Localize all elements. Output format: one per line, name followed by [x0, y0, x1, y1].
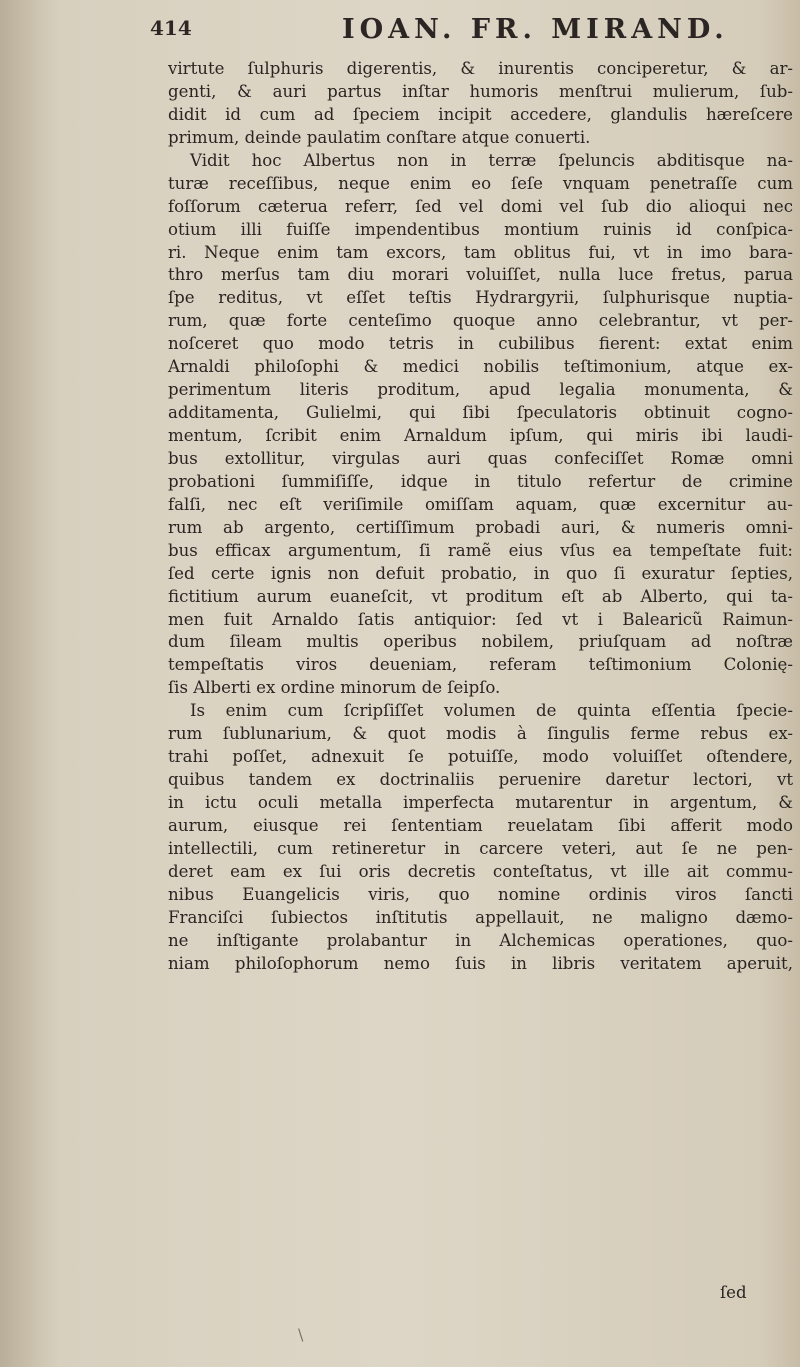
text-line: ſis Alberti ex ordine minorum de ſeipſo. [168, 678, 501, 698]
text-line: Arnaldi philoſophi & medici nobilis teſtimonium, atque ex- [168, 357, 793, 377]
text-line: intellectili, cum retineretur in carcere veteri, aut ſe ne pen- [168, 838, 793, 858]
text-line: turæ receſſibus, neque enim eo ſeſe vnquam penetraſſe cum [168, 173, 793, 193]
text-line: probationi ſummiſiſſe, idque in titulo refertur de crimine [168, 471, 793, 491]
text-line: bus extollitur, virgulas auri quas confeciſſet Romæ omni [168, 448, 793, 468]
text-line: rum ſublunarium, & quot modis à ſingulis ferme rebus ex- [168, 724, 793, 744]
page-header [0, 14, 800, 54]
marginal-mark: \ [298, 1325, 304, 1344]
text-line: rum, quæ forte centeſimo quoque anno celebrantur, vt per- [168, 311, 793, 331]
text-line: mentum, ſcribit enim Arnaldum ipſum, qui miris ibi laudi- [168, 426, 793, 445]
text-line: falſi, nec eſt veriſimile omiſſam aquam, quæ excernitur au- [168, 494, 793, 514]
text-line: men fuit Arnaldo ſatis antiquior: ſed vt i Balearicũ Raimun- [168, 609, 793, 629]
text-line: primum, deinde paulatim conſtare atque conuerti. [168, 127, 591, 147]
text-line: quibus tandem ex doctrinaliis peruenire daretur lectori, vt [168, 770, 793, 790]
text-line: additamenta, Gulielmi, qui ſibi ſpeculatoris obtinuit cogno- [168, 403, 793, 423]
text-line: Vidit hoc Albertus non in terræ ſpeluncis abditisque na- [190, 150, 793, 170]
text-line: bus efficax argumentum, ſi ramẽ eius vſus ea tempeſtate fuit: [168, 540, 793, 560]
text-line: niam philoſophorum nemo ſuis in libris veritatem aperuit, [168, 953, 793, 973]
text-line: dum ſileam multis operibus nobilem, priuſquam ad noſtræ [168, 632, 793, 652]
text-line: ſpe reditus, vt eſſet teſtis Hydrargyrii, ſulphurisque nuptia- [168, 288, 793, 308]
body-text [168, 58, 793, 976]
text-line: deret eam ex ſui oris decretis conteſtatus, vt ille ait commu- [168, 861, 793, 881]
text-line: didit id cum ad ſpeciem incipit accedere, glandulis hæreſcere [168, 104, 793, 124]
text-line: nibus Euangelicis viris, quo nomine ordinis viros ſancti [168, 884, 793, 904]
text-line: ne inſtigante prolabantur in Alchemicas operationes, quo- [168, 930, 793, 950]
text-line: Is enim cum ſcripſiſſet volumen de quinta eſſentia ſpecie- [190, 701, 793, 721]
catchword: ſed [720, 1283, 747, 1302]
text-line: otium illi fuiſſe impendentibus montium ruinis id conſpica- [168, 219, 793, 239]
text-line: in ictu oculi metalla imperfecta mutarentur in argentum, & [168, 793, 793, 812]
text-line: genti, & auri partus inſtar humoris menſtrui mulierum, ſub- [168, 81, 793, 101]
text-line: ri. Neque enim tam excors, tam oblitus fui, vt in imo bara- [168, 242, 793, 262]
text-line: trahi poſſet, adnexuit ſe potuiſſe, modo voluiſſet oſtendere, [168, 747, 793, 767]
text-line: aurum, eiusque rei ſententiam reuelatam ſibi afferit modo [168, 815, 793, 835]
text-line: foſſorum cæterua referr, ſed vel domi vel ſub dio alioqui nec [168, 196, 793, 216]
text-line: Franciſci ſubiectos inſtitutis appellauit, ne maligno dæmo- [168, 907, 793, 927]
text-line: virtute ſulphuris digerentis, & inurentis conciperetur, & ar- [168, 59, 793, 78]
text-line: thro merſus tam diu morari voluiſſet, nulla luce fretus, parua [168, 265, 793, 285]
running-head: IOAN. FR. MIRAND. [342, 14, 729, 45]
text-line: noſceret quo modo tetris in cubilibus fierent: extat enim [168, 334, 793, 354]
page-number: 414 [150, 16, 192, 40]
text-line: rum ab argento, certiſſimum probadi auri, & numeris omni- [168, 517, 793, 537]
text-line: perimentum literis proditum, apud legalia monumenta, & [168, 380, 793, 400]
text-line: fictitium aurum euaneſcit, vt proditum eſt ab Alberto, qui ta- [168, 586, 793, 606]
text-line: tempeſtatis viros deueniam, referam teſtimonium Colonię- [168, 655, 793, 675]
text-line: ſed certe ignis non defuit probatio, in quo ſi exuratur ſepties, [168, 563, 793, 583]
